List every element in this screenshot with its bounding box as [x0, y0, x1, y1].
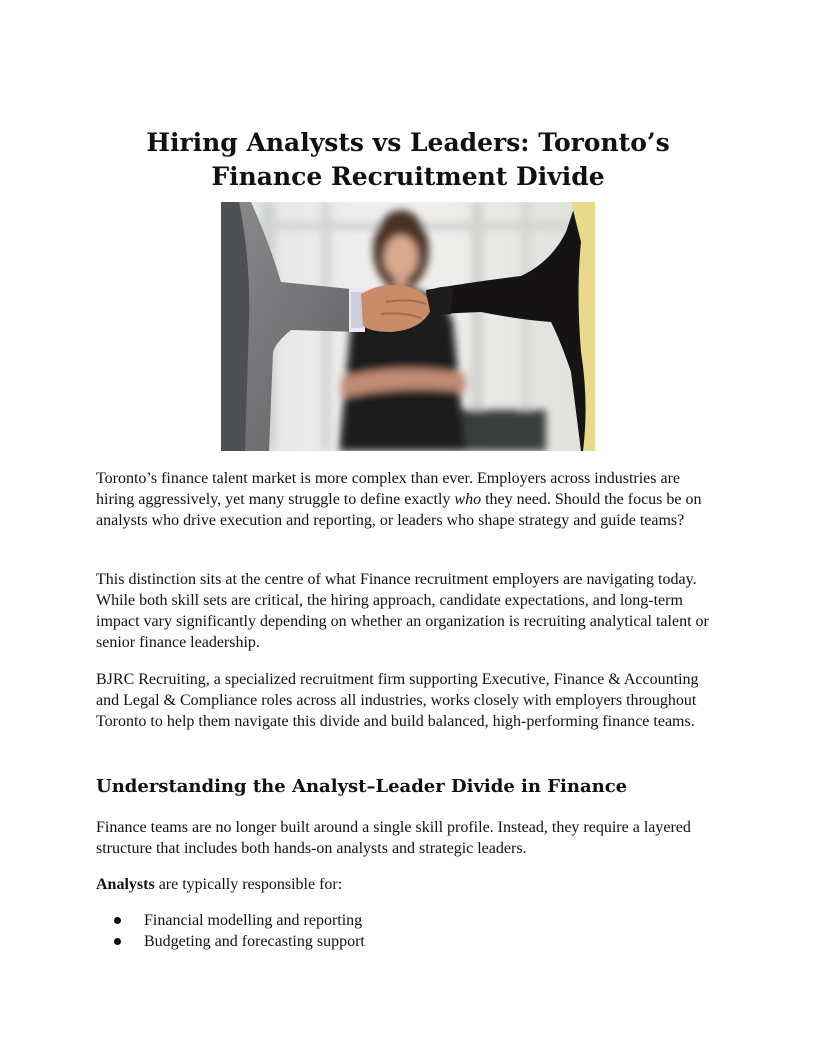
handshake-photo-icon — [221, 202, 595, 451]
intro-text-part1: Toronto’s finance talent market is more complex than ever. Employers across industries are hiring aggressively, yet many struggle to define exactly — [96, 470, 681, 508]
title-line-2: Finance Recruitment Divide — [211, 162, 605, 191]
analysts-intro-paragraph — [96, 874, 720, 895]
section-heading: Understanding the Analyst–Leader Divide in Finance — [96, 776, 628, 797]
analysts-bold-label: Analysts — [96, 876, 155, 893]
bjrc-paragraph: BJRC Recruiting, a specialized recruitment firm supporting Executive, Finance & Accounting and Legal & Compliance roles across all industries, works closely with employers throughout Toronto to help them navigate this divide and build balanced, high-performing finance teams. — [96, 671, 699, 730]
list-item — [96, 931, 365, 952]
intro-text-part2: they need. Should the focus be on analysts who drive execution and reporting, or leaders who shape strategy and guide teams? — [96, 491, 702, 529]
list-item-text: Budgeting and forecasting support — [144, 933, 365, 950]
bullet-icon — [114, 917, 121, 924]
list-item-text: Financial modelling and reporting — [144, 912, 363, 929]
distinction-paragraph: This distinction sits at the centre of what Finance recruitment employers are navigating today. While both skill sets are critical, the hiring approach, candidate expectations, and long-term impact vary significantly depending on whether an organization is recruiting analytical talent or senior finance leadership. — [96, 571, 709, 651]
bullet-icon — [114, 938, 121, 945]
intro-emphasis: who — [454, 491, 482, 508]
finance-teams-paragraph: Finance teams are no longer built around a single skill profile. Instead, they require a layered structure that includes both hands-on analysts and strategic leaders. — [96, 819, 691, 857]
analysts-intro-text: are typically responsible for: — [154, 876, 343, 893]
intro-paragraph — [96, 468, 720, 531]
list-item — [96, 910, 365, 931]
handshake-photo-image — [221, 202, 595, 451]
analyst-responsibilities-list — [96, 910, 365, 952]
document-title — [96, 126, 720, 194]
title-line-1: Hiring Analysts vs Leaders: Toronto’s — [146, 128, 670, 157]
